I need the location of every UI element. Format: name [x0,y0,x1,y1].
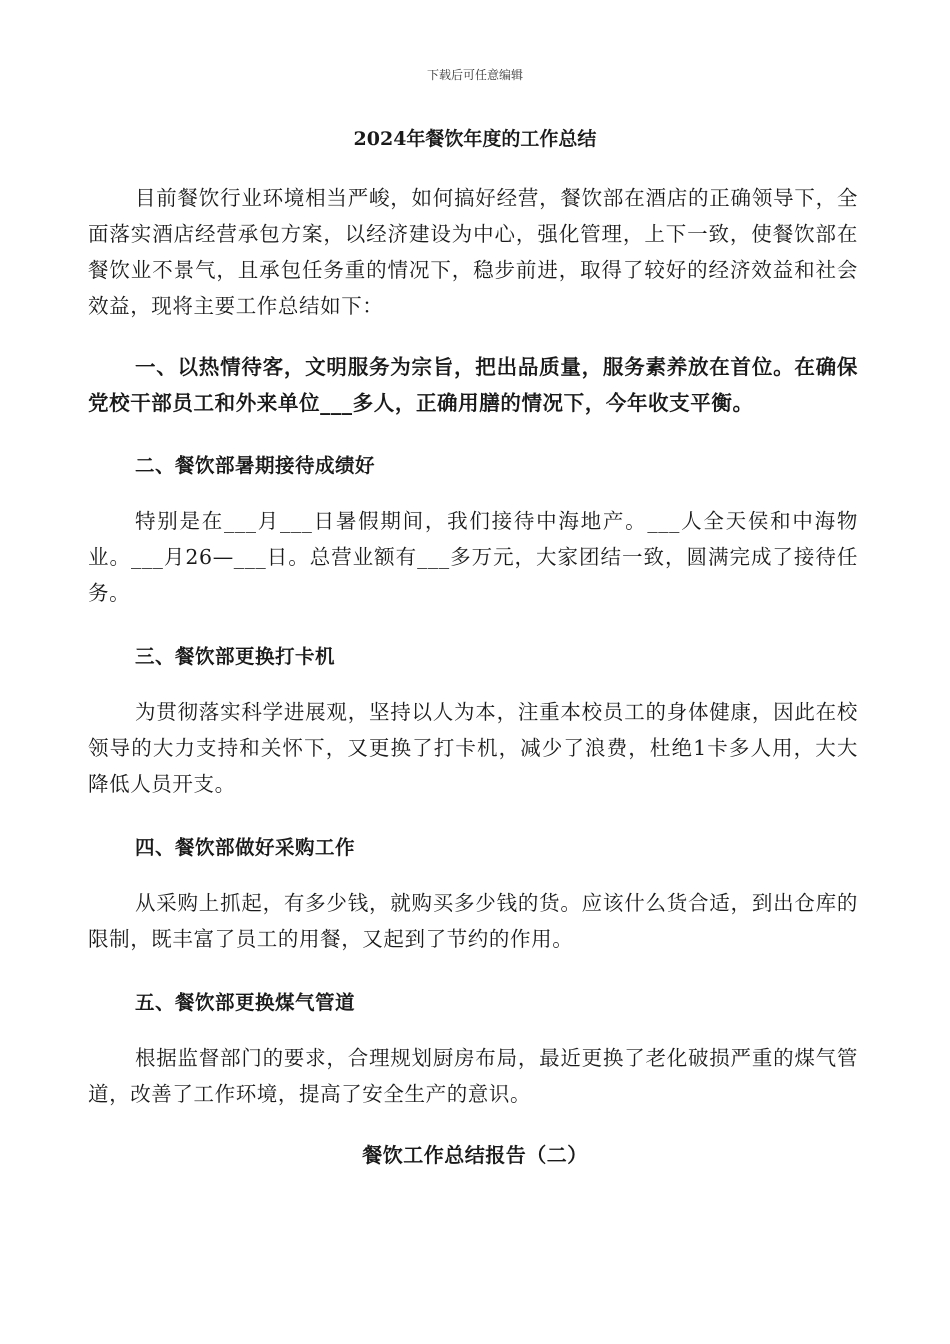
section-3-paragraph: 为贯彻落实科学进展观，坚持以人为本，注重本校员工的身体健康，因此在校领导的大力支持和关怀下，又更换了打卡机，减少了浪费，杜绝1卡多人用，大大降低人员开支。 [88,700,858,796]
document-title: 2024年餐饮年度的工作总结 [353,128,597,150]
section-3-heading: 三、餐饮部更换打卡机 [135,645,336,668]
section-2-heading: 二、餐饮部暑期接待成绩好 [135,454,376,477]
section-2-paragraph: 特别是在___月___日暑假期间，我们接待中海地产。___人全天侯和中海物业。___月26—___日。总营业额有___多万元，大家团结一致，圆满完成了接待任务。 [88,509,858,605]
next-section-title: 餐饮工作总结报告（二） [362,1143,588,1167]
intro-paragraph: 目前餐饮行业环境相当严峻，如何搞好经营，餐饮部在酒店的正确领导下，全面落实酒店经营承包方案，以经济建设为中心，强化管理，上下一致，使餐饮部在餐饮业不景气，且承包任务重的情况下，稳步前进，取得了较好的经济效益和社会效益，现将主要工作总结如下： [88,186,858,318]
section-4-heading: 四、餐饮部做好采购工作 [135,836,356,859]
section-1-paragraph: 一、以热情待客，文明服务为宗旨，把出品质量，服务素养放在首位。在确保党校干部员工和外来单位___多人，正确用膳的情况下，今年收支平衡。 [88,355,858,415]
section-4-paragraph: 从采购上抓起，有多少钱，就购买多少钱的货。应该什么货合适，到出仓库的限制，既丰富了员工的用餐，又起到了节约的作用。 [88,891,858,951]
section-5-paragraph: 根据监督部门的要求，合理规划厨房布局，最近更换了老化破损严重的煤气管道，改善了工作环境，提高了安全生产的意识。 [88,1046,858,1106]
section-5-heading: 五、餐饮部更换煤气管道 [135,991,356,1014]
header-note: 下载后可任意编辑 [426,68,523,82]
